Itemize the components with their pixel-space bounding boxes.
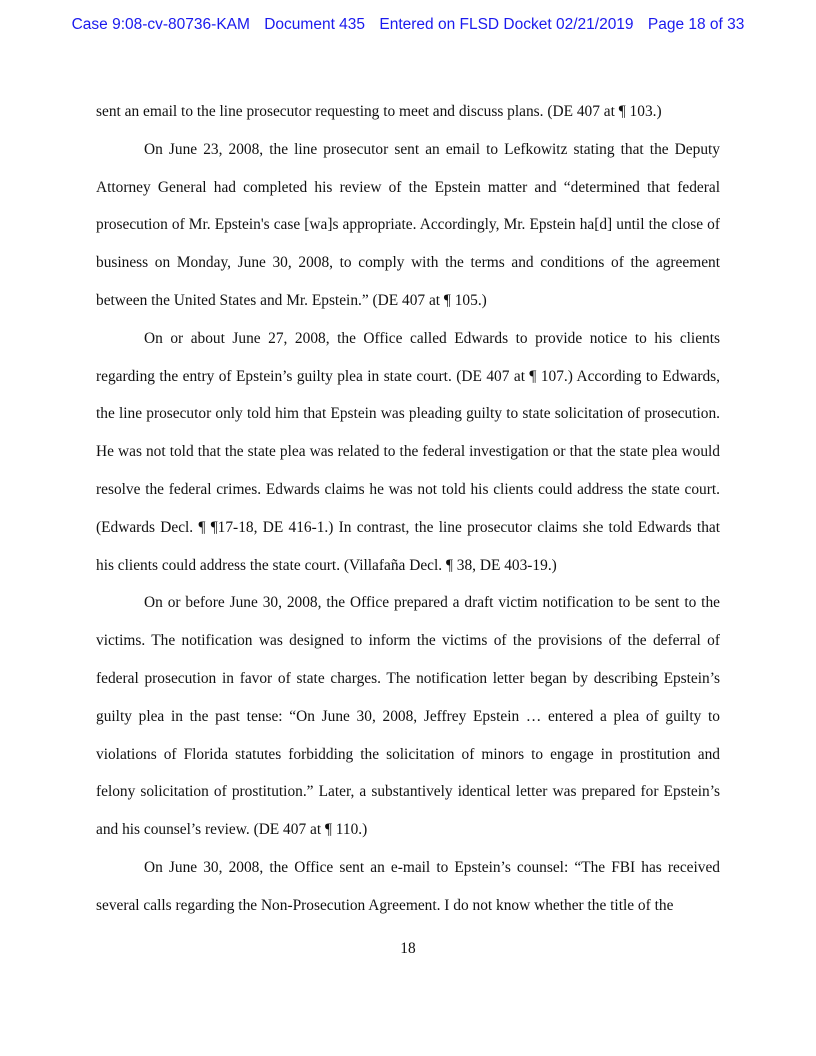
paragraph-june-23: On June 23, 2008, the line prosecutor sent an email to Lefkowitz stating that the Deputy Attorney General had completed his review of the Epstein matter and “determined that federal prosecution of Mr. Epstein's case [wa]s appropriate. Accordingly, Mr. Epstein ha[d] until the close of business on Monday, June 30, 2008, to comply with the terms and conditions of the agreement between the United States and Mr. Epstein.” (DE 407 at ¶ 105.) bbox=[96, 140, 720, 309]
document-body bbox=[96, 93, 720, 925]
paragraph-june-30-draft: On or before June 30, 2008, the Office prepared a draft victim notification to be sent to the victims. The notification was designed to inform the victims of the provisions of the deferral of federal prosecution in favor of state charges. The notification letter began by describing Epstein’s guilty plea in the past tense: “On June 30, 2008, Jeffrey Epstein … entered a plea of guilty to violations of Florida statutes forbidding the solicitation of minors to engage in prostitution and felony solicitation of prostitution.” Later, a substantively identical letter was prepared for Epstein’s and his counsel’s review. (DE 407 at ¶ 110.) bbox=[96, 594, 720, 839]
paragraph-continuation: sent an email to the line prosecutor requesting to meet and discuss plans. (DE 407 at ¶ 103.) bbox=[96, 103, 662, 120]
paragraph-june-27: On or about June 27, 2008, the Office called Edwards to provide notice to his clients regarding the entry of Epstein’s guilty plea in state court. (DE 407 at ¶ 107.) According to Edwards, the line prosecutor only told him that Epstein was pleading guilty to state solicitation of prosecution. He was not told that the state plea was related to the federal investigation or that the state plea would resolve the federal crimes. Edwards claims he was not told his clients could address the state court. (Edwards Decl. ¶ ¶17-18, DE 416-1.) In contrast, the line prosecutor claims she told Edwards that his clients could address the state court. (Villafaña Decl. ¶ 38, DE 403-19.) bbox=[96, 329, 720, 574]
page-number: 18 bbox=[400, 940, 416, 957]
page-of-total: Page 18 of 33 bbox=[647, 16, 745, 33]
docket-header bbox=[0, 16, 816, 34]
paragraph-june-30-email: On June 30, 2008, the Office sent an e-mail to Epstein’s counsel: “The FBI has received several calls regarding the Non-Prosecution Agreement. I do not know whether the title of the bbox=[96, 858, 720, 914]
document-number: Document 435 bbox=[264, 16, 366, 33]
docket-entry-date: Entered on FLSD Docket 02/21/2019 bbox=[379, 16, 634, 33]
case-number: Case 9:08-cv-80736-KAM bbox=[71, 16, 250, 33]
